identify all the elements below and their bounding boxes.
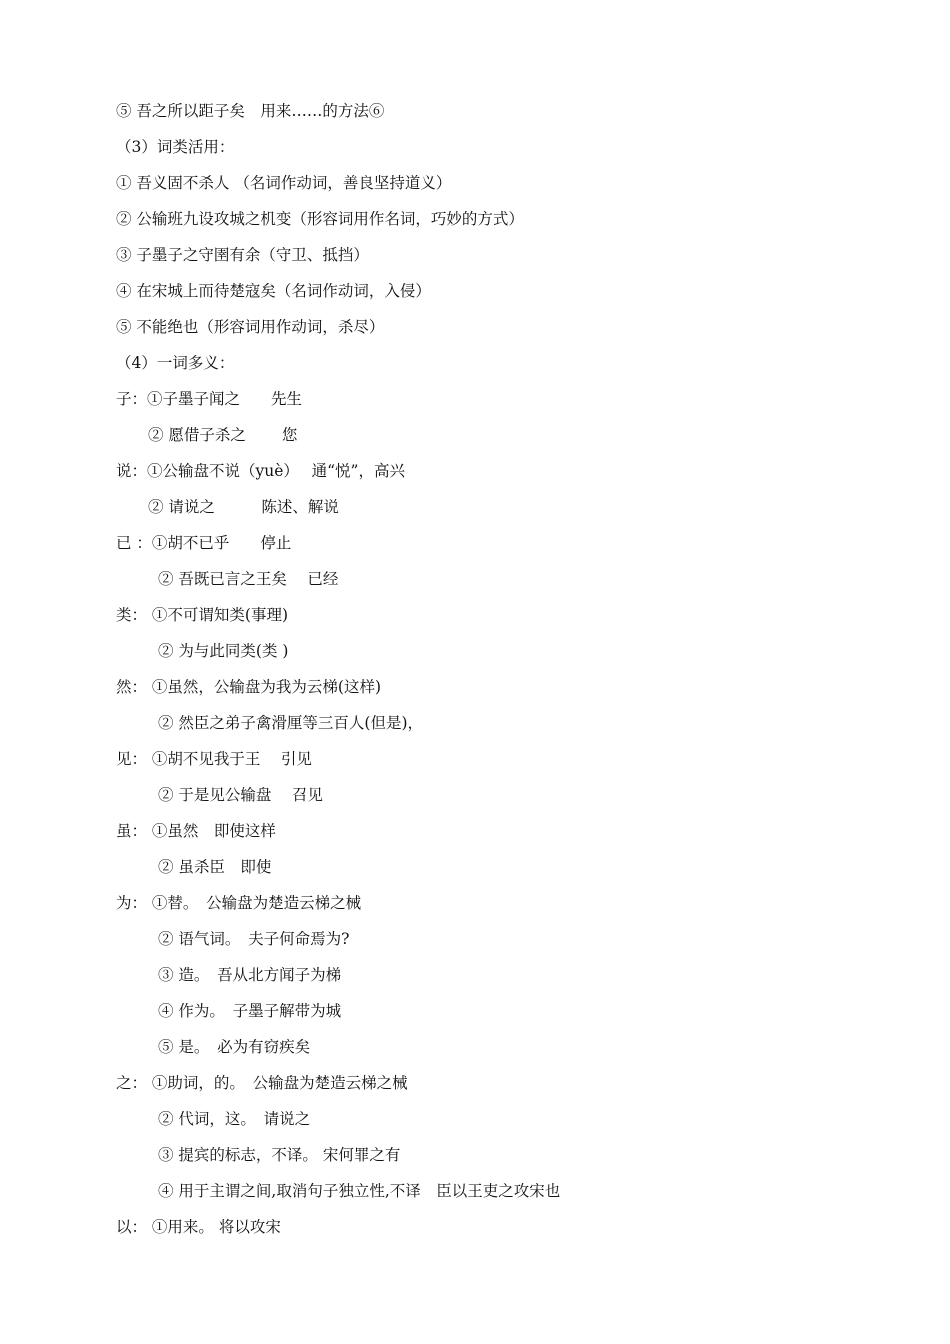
text-line-16: ② 为与此同类(类 ) <box>158 642 289 660</box>
text-line-30: ③ 提宾的标志，不译。 宋何罪之有 <box>158 1146 401 1164</box>
text-line-12: ② 请说之 陈述、解说 <box>148 498 339 516</box>
section-heading-word-class: （3）词类活用： <box>116 138 235 156</box>
text-line-22: ② 虽杀臣 即使 <box>158 858 272 876</box>
text-line-15: 类： ①不可谓知类(事理) <box>116 606 289 624</box>
text-line-25: ③ 造。 吾从北方闻子为梯 <box>158 966 342 984</box>
text-line-7: ⑤ 不能绝也（形容词用作动词，杀尽） <box>116 318 385 336</box>
text-line-3: ① 吾义固不杀人 （名词作动词，善良坚持道义） <box>116 174 452 192</box>
text-line-4: ② 公输班九设攻城之机变（形容词用作名词，巧妙的方式） <box>116 210 524 228</box>
text-line-23: 为： ①替。 公输盘为楚造云梯之械 <box>116 894 362 912</box>
text-line-9: 子：①子墨子闻之 先生 <box>116 390 303 408</box>
section-heading-polysemy: （4）一词多义： <box>116 354 235 372</box>
text-line-18: ② 然臣之弟子禽滑厘等三百人(但是)， <box>158 714 424 732</box>
text-line-5: ③ 子墨子之守圉有余（守卫、抵挡） <box>116 246 369 264</box>
text-line-11: 说：①公输盘不说（yuè） 通“悦”，高兴 <box>116 462 405 480</box>
text-line-31: ④ 用于主谓之间,取消句子独立性,不译 臣以王吏之攻宋也 <box>158 1182 561 1200</box>
text-line-1: ⑤ 吾之所以距子矣 用来……的方法⑥ <box>116 102 385 120</box>
text-line-13: 已 ：①胡不已乎 停止 <box>116 534 292 552</box>
text-line-32: 以： ①用来。 将以攻宋 <box>116 1218 281 1236</box>
text-line-26: ④ 作为。 子墨子解带为城 <box>158 1002 342 1020</box>
text-line-17: 然： ①虽然，公输盘为我为云梯(这样) <box>116 678 382 696</box>
text-line-19: 见： ①胡不见我于王 引见 <box>116 750 312 768</box>
text-line-21: 虽： ①虽然 即使这样 <box>116 822 276 840</box>
text-line-10: ② 愿借子杀之 您 <box>148 426 298 444</box>
text-line-24: ② 语气词。 夫子何命焉为? <box>158 930 350 948</box>
text-line-28: 之： ①助词，的。 公输盘为楚造云梯之械 <box>116 1074 408 1092</box>
text-line-6: ④ 在宋城上而待楚寇矣（名词作动词，入侵） <box>116 282 431 300</box>
text-line-20: ② 于是见公输盘 召见 <box>158 786 323 804</box>
text-line-27: ⑤ 是。 必为有窃疾矣 <box>158 1038 311 1056</box>
text-line-29: ② 代词，这。 请说之 <box>158 1110 311 1128</box>
text-line-14: ② 吾既已言之王矣 已经 <box>158 570 339 588</box>
